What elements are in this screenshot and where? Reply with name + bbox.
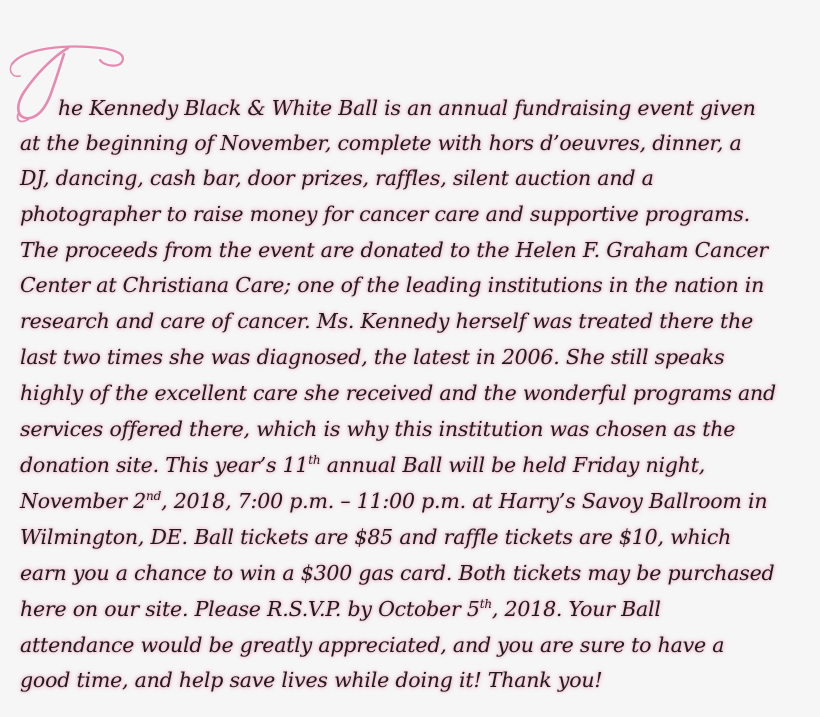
text-line: Center at Christiana Care; one of the leading institutions in the nation in	[20, 273, 765, 297]
text-line: The proceeds from the event are donated to the Helen F. Graham Cancer	[20, 238, 769, 262]
text-line: attendance would be greatly appreciated, and you are sure to have a	[20, 633, 725, 657]
text-line: last two times she was diagnosed, the latest in 2006. She still speaks	[20, 345, 725, 369]
text-segment: donation site. This year’s 11	[20, 453, 309, 477]
text-line: at the beginning of November, complete with hors d’oeuvres, dinner, a	[20, 131, 742, 155]
ordinal-suffix: nd	[146, 489, 162, 504]
text-segment: here on our site. Please R.S.V.P. by October 5	[20, 597, 480, 621]
text-line: good time, and help save lives while doing it! Thank you!	[20, 668, 603, 692]
text-segment: annual Ball will be held Friday night,	[320, 453, 706, 477]
text-line: earn you a chance to win a $300 gas card. Both tickets may be purchased	[20, 561, 775, 585]
text-line: he Kennedy Black & White Ball is an annual fundraising event given	[58, 96, 756, 120]
text-line	[20, 489, 767, 513]
text-line: DJ, dancing, cash bar, door prizes, raffles, silent auction and a	[20, 166, 654, 190]
text-line: services offered there, which is why this institution was chosen as the	[20, 417, 736, 441]
ordinal-suffix: th	[308, 453, 321, 468]
text-line	[20, 453, 705, 477]
text-segment: , 2018, 7:00 p.m. – 11:00 p.m. at Harry’s Savoy Ballroom in	[161, 489, 768, 513]
text-line	[20, 597, 661, 621]
ordinal-suffix: th	[479, 597, 492, 612]
text-line: photographer to raise money for cancer care and supportive programs.	[20, 202, 750, 226]
text-segment: , 2018. Your Ball	[491, 597, 661, 621]
text-line: highly of the excellent care she received and the wonderful programs and	[20, 381, 776, 405]
text-line: research and care of cancer. Ms. Kennedy herself was treated there the	[20, 309, 754, 333]
text-line: Wilmington, DE. Ball tickets are $85 and raffle tickets are $10, which	[20, 525, 732, 549]
text-segment: November 2	[20, 489, 147, 513]
